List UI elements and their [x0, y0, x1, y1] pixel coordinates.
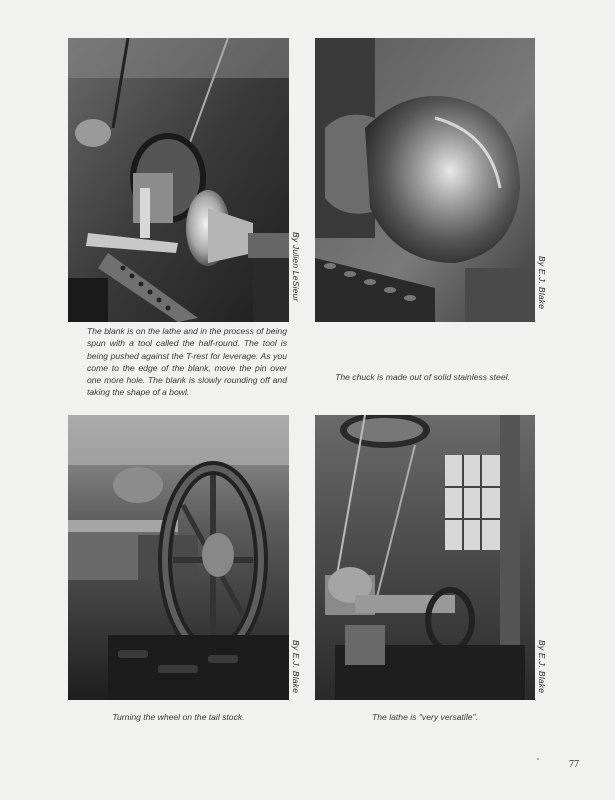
- photo-versatile-lathe: [315, 415, 535, 700]
- wheel-photo-graphic: [68, 415, 289, 700]
- photo-credit: By E.J. Blake: [291, 640, 301, 694]
- photo-lathe-spinning-blank: [68, 38, 289, 322]
- chuck-photo-graphic: [315, 38, 535, 322]
- photo-credit: By E.J. Blake: [537, 256, 547, 310]
- lathe-photo-graphic: [68, 38, 289, 322]
- photo-tail-stock-wheel: [68, 415, 289, 700]
- photo-caption: Turning the wheel on the tail stock.: [112, 712, 245, 722]
- photo-caption: The chuck is made out of solid stainless steel.: [335, 372, 510, 382]
- page-number: 77: [569, 759, 579, 770]
- photo-caption: The lathe is "very versatile".: [372, 712, 478, 722]
- photo-stainless-steel-chuck: [315, 38, 535, 322]
- workshop-photo-graphic: [315, 415, 535, 700]
- photo-credit: By Julien LeSieur: [291, 232, 301, 302]
- photo-caption: The blank is on the lathe and in the process of being spun with a tool called the half-round. The tool is being pushed against the T-rest for leverage. As you come to the edge of the blank, move the pin over one more hole. The blank is slowly rounding off and taking the shape of a bowl.: [87, 326, 287, 398]
- photo-credit: By E.J. Blake: [537, 640, 547, 694]
- paper-speck: [537, 758, 539, 760]
